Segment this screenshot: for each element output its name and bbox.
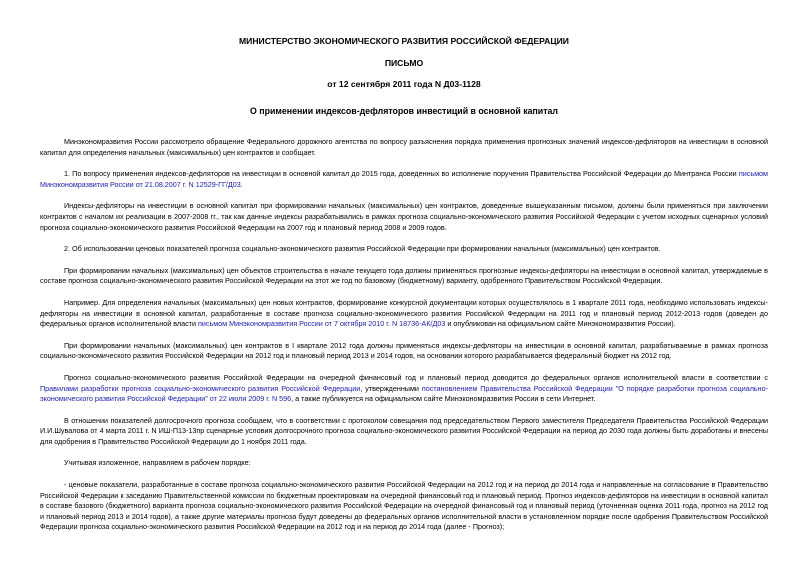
document-subject: О применении индексов-дефляторов инвестиций в основной капитал [250, 106, 558, 116]
link-letter-2010[interactable]: письмом Минэкономразвития России от 7 октября 2010 г. N 18736-АК/Д03 [198, 319, 446, 329]
paragraph-long-term: В отношении показателей долгосрочного прогноза сообщаем, что в соответствии с протоколом совещания под председательством Первого заместителя Председателя Правительства Российской Федерации И.И.Шувалова от 4 марта 2011 г. N ИШ-П13-13пр сценарные условия долгосрочного прогноза социально-экономического развития Российской Федерации на период до 2030 года должны быть доработаны и внесены для одобрения в Правительство Российской Федерации до 1 ноября 2011 года. [40, 415, 768, 446]
paragraph-deflators-2007: Индексы-дефляторы на инвестиции в основной капитал при формировании начальных (максимальных) цен контрактов, доведенные вышеуказанным письмом, должны были применяться при заключении контрактов с началом их реализации в 2007-2008 гг., так как данные индексы разрабатывались в рамках прогноза социально-экономического развития Российской Федерации с учетом исходных сценарных условий прогноза социально-экономического развития Российской Федерации на 2007 год и плановый период 2008 и 2009 годов. [40, 201, 768, 232]
paragraph-q1-2012: При формировании начальных (максимальных) цен контрактов в I квартале 2012 года должны применяться индексы-дефляторы на инвестиции в основной капитал, разрабатываемые в рамках прогноза социально-экономического развития Российской Федерации на 2012 год и плановый период 2013 и 2014 годов, на основании которого разрабатывается федеральный бюджет на 2012 год. [40, 340, 768, 361]
paragraph-intro: Минэкономразвития России рассмотрело обращение Федерального дорожного агентства по вопросу разъяснения порядка применения прогнозных значений индексов-дефляторов на инвестиции в основной капитал для определения начальных (максимальных) цен контрактов и сообщает. [40, 137, 768, 157]
paragraph-price-indicators: - ценовые показатели, разработанные в составе прогноза социально-экономического развития Российской Федерации на 2012 год и на период до 2014 года и направленные на согласование в Правительство Российской Федерации к заседанию Правительственной комиссии по бюджетным проектировкам на очередной финансовый год и плановый период. Прогноз индексов-дефляторов на инвестиции в основной капитал в составе базового (бюджетного) варианта прогноза социально-экономического развития Российской Федерации на очередной финансовый год и плановый период (уточненная оценка 2011 года, прогноз на 2012 год и плановый период 2013 и 2014 годов), а также другие материалы прогноза будут доведены до федеральных органов исполнительной власти в установленном порядке после одобрения Правительством Российской Федерации прогноза социально-экономического развития Российской Федерации на 2012 год и на период до 2014 года (далее - Прогноз); [40, 480, 768, 532]
paragraph-example: Например. Для определения начальных (максимальных) цен новых контрактов, формирование конкурсной документации которых осуществлялось в 1 квартале 2011 года, необходимо использовать индексы-дефляторы на инвестиции в основной капитал, разработанные в составе прогноза социально-экономического развития Российской Федерации на 2011 год и плановый период 2012-2013 годов (доведен до федеральных органов исполнительной власти письмом Минэкономразвития России от 7 октября 2010 г. N 18736-АК/Д03 и опубликован на официальном сайте Минэкономразвития России). [40, 297, 768, 329]
link-letter-2007[interactable]: письмом Минэкономразвития России от 21.08.2007 г. N 12529-ГГ/Д03 [40, 169, 769, 189]
document-type: ПИСЬМО [384, 58, 424, 68]
paragraph-initial-prices: При формировании начальных (максимальных) цен объектов строительства в начале текущего года должны применяться прогнозные индексы-дефляторы на инвестиции в основной капитал, утверждаемые в составе прогноза социально-экономического развития Российской Федерации на этот же год по базовому (бюджетному) варианту, одобренного Правительством Российской Федерации. [40, 265, 768, 286]
link-rules[interactable]: Правилами разработки прогноза социально-экономического развития Российской Федерации [40, 383, 361, 393]
paragraph-1: 1. По вопросу применения индексов-дефляторов на инвестиции в основной капитал до 2015 года, доведенных во исполнение поручения Правительства Российской Федерации до Минтранса России письмом Минэкономразвития России от 21.08.2007 г. N 12529-ГГ/Д03. [40, 169, 769, 189]
paragraph-2: 2. Об использовании ценовых показателей прогноза социально-экономического развития Российской Федерации при формировании начальных (максимальных) цен контрактов. [64, 244, 661, 254]
paragraph-sending: Учитывая изложенное, направляем в рабочем порядке: [64, 458, 251, 468]
link-resolution-596[interactable]: постановлением Правительства Российской Федерации "О порядке разработки прогноза социально-экономического развития Российской Федерации" от 22 июля 2009 г. N 596 [40, 383, 769, 404]
document-date-number: от 12 сентября 2011 года N Д03-1128 [327, 79, 481, 89]
paragraph-forecast: Прогноз социально-экономического развития Российской Федерации на очередной финансовый год и плановый период доводится до федеральных органов исполнительной власти в соответствии с Правилами разработки прогноза социально-экономического развития Российской Федерации, утвержденными постановлением Правительства Российской Федерации "О порядке разработки прогноза социально-экономического развития Российской Федерации" от 22 июля 2009 г. N 596, а также публикуется на официальном сайте Минэкономразвития России в сети Интернет. [40, 372, 769, 404]
ministry-heading: МИНИСТЕРСТВО ЭКОНОМИЧЕСКОГО РАЗВИТИЯ РОССИЙСКОЙ ФЕДЕРАЦИИ [239, 36, 569, 46]
